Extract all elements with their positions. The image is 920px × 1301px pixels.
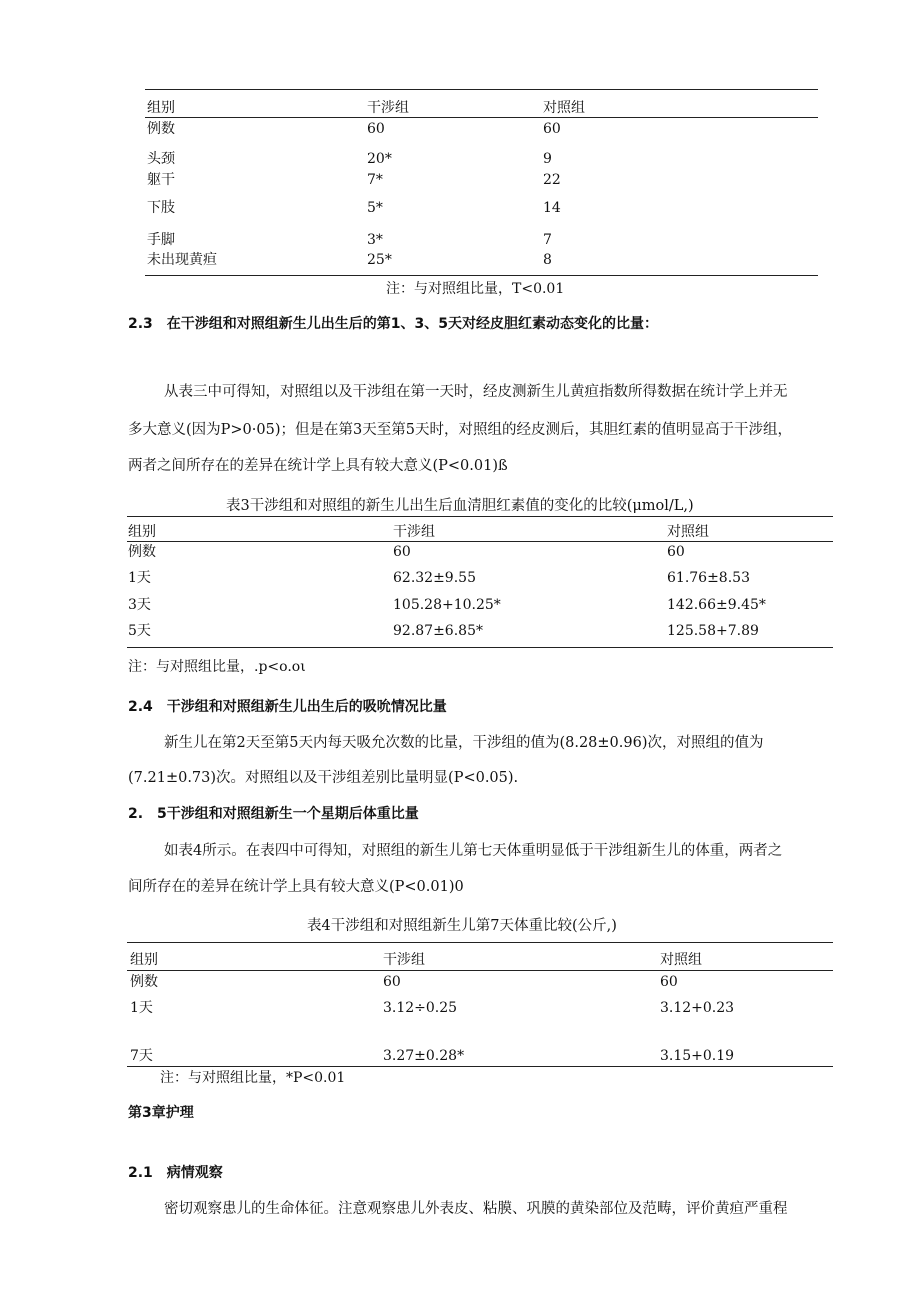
table-cell: 下肢 (147, 200, 175, 216)
table-cell: 60 (660, 974, 678, 990)
table1-header-intervention: 干涉组 (367, 100, 409, 116)
table1-header-control: 对照组 (543, 100, 585, 116)
table-cell: 例数 (128, 544, 156, 560)
chapter-3-heading: 第3章护理 (128, 1105, 194, 1121)
table-cell: 手脚 (147, 232, 175, 248)
section-2-1-heading: 2.1 病情观察 (128, 1165, 223, 1181)
table-cell: 3.27±0.28* (383, 1048, 465, 1064)
table1-note: 注：与对照组比量，T<0.01 (386, 281, 565, 297)
table-cell: 5* (367, 200, 383, 216)
section-2-5-paragraph-line: 间所存在的差异在统计学上具有较大意义(P<0.01)0 (128, 879, 464, 895)
table-cell: 例数 (147, 121, 175, 137)
section-2-3-paragraph-line: 多大意义(因为P>0·05)；但是在第3天至第5天时，对照组的经皮测后，其胆红素的值明显高于干涉组， (128, 422, 792, 438)
table-cell: 125.58+7.89 (667, 623, 759, 639)
table4-header-rule (127, 970, 833, 971)
table-cell: 25* (367, 252, 392, 268)
table3-header-rule (127, 541, 833, 542)
table-cell: 7* (367, 172, 383, 188)
table-cell: 20* (367, 151, 392, 167)
section-2-3-heading: 2.3 在干涉组和对照组新生儿出生后的第1、3、5天对经皮胆红素动态变化的比量： (128, 316, 659, 332)
table3-header-control: 对照组 (667, 524, 709, 540)
table4-bottom-rule (127, 1066, 833, 1067)
table-cell: 60 (667, 544, 685, 560)
table-cell: 3* (367, 232, 383, 248)
table-cell: 14 (543, 200, 561, 216)
table4-header-group: 组别 (130, 952, 158, 968)
table-cell: 躯干 (147, 172, 175, 188)
table-cell: 1天 (130, 1000, 153, 1016)
table1-header-rule (145, 117, 818, 118)
table3-header-group: 组别 (128, 524, 156, 540)
table3-bottom-rule (127, 647, 833, 648)
section-2-3-paragraph-line: 从表三中可得知，对照组以及干涉组在第一天时，经皮测新生儿黄疸指数所得数据在统计学上并无 (164, 384, 788, 400)
table-cell: 60 (393, 544, 411, 560)
table-cell: 9 (543, 151, 552, 167)
table-cell: 60 (383, 974, 401, 990)
table1-top-rule (145, 89, 818, 90)
table4-header-intervention: 干涉组 (383, 952, 425, 968)
table-cell: 142.66±9.45* (667, 597, 766, 613)
table-cell: 3.12÷0.25 (383, 1000, 458, 1016)
table-cell: 7 (543, 232, 552, 248)
table-cell: 例数 (130, 974, 158, 990)
table1-header-group: 组别 (147, 100, 175, 116)
table3-caption: 表3干涉组和对照组的新生儿出生后血清胆红素值的变化的比较(μmol/L,) (226, 498, 694, 514)
table-cell: 1天 (128, 570, 151, 586)
section-2-5-paragraph-line: 如表4所示。在表四中可得知，对照组的新生儿第七天体重明显低于干涉组新生儿的体重，两者之 (164, 843, 783, 859)
table1-bottom-rule (145, 275, 818, 276)
section-2-3-paragraph-line: 两者之间所存在的差异在统计学上具有较大意义(P<0.01)ß (128, 458, 508, 474)
table-cell: 60 (367, 121, 385, 137)
table3-header-intervention: 干涉组 (393, 524, 435, 540)
table4-caption: 表4干涉组和对照组新生儿第7天体重比较(公斤,) (307, 918, 617, 934)
table-cell: 62.32±9.55 (393, 570, 476, 586)
section-2-4-heading: 2.4 干涉组和对照组新生儿出生后的吸吮情况比量 (128, 699, 447, 715)
table-cell: 7天 (130, 1048, 153, 1064)
table-cell: 61.76±8.53 (667, 570, 750, 586)
table-cell: 未出现黄疸 (147, 252, 217, 268)
table3-note: 注：与对照组比量，.p<o.oι (128, 659, 306, 675)
table-cell: 头颈 (147, 151, 175, 167)
table-cell: 3.15+0.19 (660, 1048, 735, 1064)
section-2-1-paragraph-line: 密切观察患儿的生命体征。注意观察患儿外表皮、粘膜、巩膜的黄染部位及范畴，评价黄疸严重程 (164, 1201, 788, 1217)
table4-top-rule (127, 942, 833, 943)
table-cell: 5天 (128, 623, 151, 639)
table-cell: 3天 (128, 597, 151, 613)
table4-header-control: 对照组 (660, 952, 702, 968)
table4-note: 注：与对照组比量，*P<0.01 (160, 1070, 346, 1086)
table-cell: 60 (543, 121, 561, 137)
section-2-5-heading: 2. 5干涉组和对照组新生一个星期后体重比量 (128, 806, 419, 822)
table-cell: 8 (543, 252, 552, 268)
section-2-4-paragraph-line: 新生儿在第2天至第5天内每天吸允次数的比量，干涉组的值为(8.28±0.96)次，对照组的值为 (164, 735, 764, 751)
table3-top-rule (127, 516, 833, 517)
table-cell: 105.28+10.25* (393, 597, 501, 613)
table-cell: 92.87±6.85* (393, 623, 483, 639)
section-2-4-paragraph-line: (7.21±0.73)次。对照组以及干涉组差别比量明显(P<0.05). (128, 770, 519, 786)
table-cell: 3.12+0.23 (660, 1000, 735, 1016)
table-cell: 22 (543, 172, 561, 188)
